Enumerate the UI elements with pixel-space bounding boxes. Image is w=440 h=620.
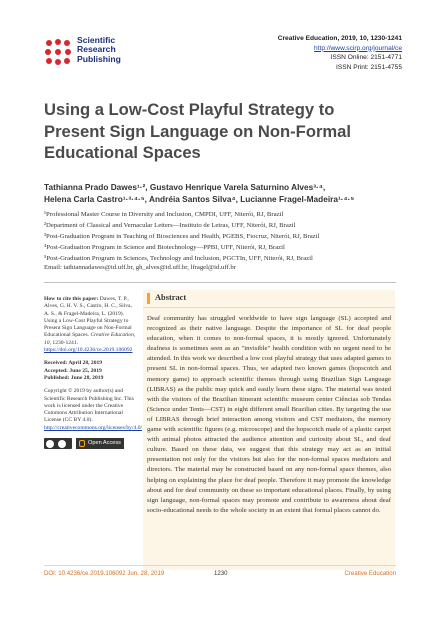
publisher-logo-mark-icon [44,38,72,66]
affiliation-list [44,210,404,265]
abstract-text: Deaf community has struggled worldwide to have sign language (SL) accepted and recognized as their native language. Despite the importance of SL for deaf people education, when it comes to non-formal spaces, it is mostly ignored. Unfortunately deafness is sometimes seen as an "invisible" health condition with no urgent need to be attended. In this work we described a low cost playful strategy that uses adapted games to present SL in non-formal spaces. Thus, we adapted two known games (hopscotch and memory game) to approach scientific themes through using Brazilian Sign Language (LIBRAS) as the public may quick and easily learn these signs. The material was tested with the visitors of the Brazilian itinerant scientific museum center Ciências sob Tendas (Science under Tents—CST) in eight different small Brazilian cities. By targeting the use of LIBRAS through brief interaction among visitors and CST mediators, the memory game with scientific figures (e.g. microscope) and the hopscotch made of a plastic carpet with animal photos attracted the audience attention and curiosity about SL, and deaf culture. Based on these data, we suggest that this strategy may act as an initial presentation not only for the visitors but also for the non-formal spaces mediators and directors. The material may be constructed based on any non-formal space themes, also helping on explaining the place for deaf people. Therefore it may promote the knowledge about and for deaf community on these so important educational places. Finally, by using sign language, non-formal spaces may promote and contribute to awareness about deaf socio-educational needs to the whole society in an extent that formal places cannot do. [147,315,391,514]
abstract-header [143,290,395,308]
article-sidebar [44,296,143,450]
journal-info [278,34,402,72]
publisher-logo[interactable] [44,36,134,68]
abstract-accent-bar [147,293,150,304]
publisher-name [77,36,121,64]
page-number: 1230 [214,570,228,577]
journal-citation: Creative Education, 2019, 10, 1230-1241 [277,35,402,42]
citation-block [44,296,136,354]
author-line: Tathianna Prado Dawes¹·², Gustavo Henrique Varela Saturnino Alves³·⁴, [44,182,326,192]
accepted-date: Accepted: June 25, 2019 [44,367,102,374]
footer-doi[interactable]: DOI: 10.4236/ce.2019.106092 Jun. 28, 2019 [44,570,165,577]
footer-journal-name: Creative Education [344,570,396,577]
affiliation-item: ¹Professional Master Course in Diversity and Inclusion, CMPDI, UFF, Niterói, RJ, Brazil [44,211,284,218]
publisher-name-line: Publishing [77,53,121,64]
abstract-box [143,290,395,570]
affiliation-item: ³Post-Graduation Program in Teaching of Biosciences and Health, PGEBS, Fiocruz, Niterói, RJ, Brazil [44,232,320,240]
open-access-badge[interactable] [76,438,124,449]
citation-label: How to cite this paper: [44,296,99,302]
issn-online: ISSN Online: 2151-4771 [330,54,402,62]
citation-pages: 1230-1241. [51,339,79,346]
copyright-text: Copyright © 2019 by author(s) and Scientific Research Publishing Inc. This work is licensed under the Creative Commons Attribution International License (CC BY 4.0). [44,388,134,424]
author-list [44,182,404,205]
affiliation-item: ⁵Post-Graduation Program in Sciences, Technology and Inclusion, PGCTIn, UFF, Niterói, RJ, Brazil [44,254,313,262]
dates-block [44,360,136,382]
abstract-heading: Abstract [155,293,187,302]
paper-title: Using a Low-Cost Playful Strategy to Present Sign Language on Non-Formal Educational Spaces [44,100,352,163]
open-access-label: Open Access [88,440,121,447]
license-badges [44,438,136,450]
license-link[interactable]: http://creativecommons.org/licenses/by/4.0/ [44,424,143,431]
publisher-name-line: Scientific [77,35,116,45]
publisher-name-line: Research [77,44,116,55]
author-emails: Email: tathiannadawes@id.uff.br, gh_alves@id.uff.br, lfragel@id.uff.br [44,264,236,271]
section-divider [44,282,396,283]
received-date: Received: April 28, 2019 [44,360,103,367]
citation-doi-link[interactable]: https://doi.org/10.4236/ce.2019.106092 [44,347,133,354]
affiliation-item: ²Department of Classical and Vernacular Letters—Instituto de Letras, UFF, Niterói, RJ, Brazil [44,221,296,229]
footer-rule [44,565,396,566]
published-date: Published: June 28, 2019 [44,374,104,381]
author-line: Helena Carla Castro¹·³·⁴·⁵, Andréia Santos Silva⁴, Lucianne Fragel-Madeira¹·⁴·⁵ [44,193,355,204]
cc-by-icon[interactable] [44,438,72,449]
citation-journal: Creative Education, 10, [44,332,136,346]
journal-url-link[interactable]: http://www.scirp.org/journal/ce [314,44,402,52]
open-lock-icon [79,440,85,447]
issn-print: ISSN Print: 2151-4755 [336,63,402,71]
citation-text: Dawes, T. P., Alves, G. H. V. S., Castro, H. C., Silva, A. S., & Fragel-Madeira, L. (2019). Using a Low-Cost Playful Strategy to Present Sign Language on Non-Formal Educational Spaces. [44,296,132,339]
copyright-block [44,388,143,432]
affiliation-item: ⁴Post-Graduation Program in Science and Biotechnology—PPBI, UFF, Niterói, RJ, Brazil [44,243,285,251]
